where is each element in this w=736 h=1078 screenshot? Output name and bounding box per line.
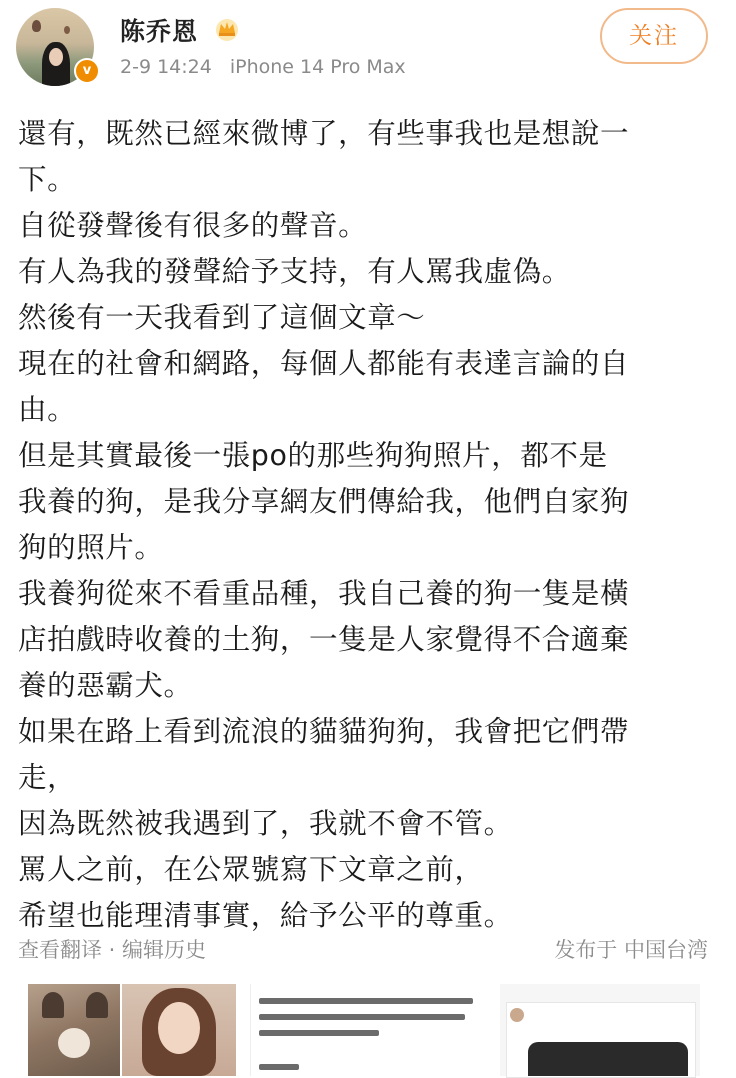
post-location: 发布于 中国台湾 bbox=[554, 938, 708, 962]
post-meta bbox=[120, 56, 406, 78]
post-line: 罵人之前，在公眾號寫下文章之前， bbox=[18, 853, 484, 886]
post-line: 有人為我的發聲給予支持，有人罵我虛偽。 bbox=[18, 255, 571, 288]
avatar-balloon bbox=[64, 26, 70, 34]
avatar-balloon bbox=[32, 20, 41, 32]
post-line: 現在的社會和網路，每個人都能有表達言論的自 bbox=[18, 347, 630, 380]
post-line: 養的惡霸犬。 bbox=[18, 669, 193, 702]
post-line: 希望也能理清事實，給予公平的尊重。 bbox=[18, 899, 513, 932]
post-body bbox=[18, 111, 718, 939]
screenshot-avatar bbox=[510, 1008, 524, 1022]
post-line: 走， bbox=[18, 761, 77, 794]
portrait-face bbox=[158, 1002, 200, 1054]
portrait-photo[interactable] bbox=[122, 984, 236, 1076]
follow-button[interactable]: 关注 bbox=[600, 8, 708, 64]
text-line bbox=[259, 1064, 299, 1070]
verified-badge-icon: v bbox=[74, 58, 100, 84]
avatar-face bbox=[49, 48, 63, 66]
post-line: 然後有一天我看到了這個文章～ bbox=[18, 301, 426, 334]
post-line: 自從發聲後有很多的聲音。 bbox=[18, 209, 368, 242]
crown-icon bbox=[214, 16, 240, 42]
post-header bbox=[0, 0, 736, 100]
screenshot-dark-panel bbox=[528, 1042, 688, 1076]
dog-photo[interactable] bbox=[28, 984, 120, 1076]
post-footer bbox=[18, 934, 718, 968]
post-line: 因為既然被我遇到了，我就不會不管。 bbox=[18, 807, 513, 840]
dog-ear bbox=[86, 992, 108, 1018]
post-line: 我養狗從來不看重品種，我自己養的狗一隻是橫 bbox=[18, 577, 630, 610]
article-screenshot[interactable] bbox=[250, 984, 487, 1076]
post-line: 還有，既然已經來微博了，有些事我也是想說一 bbox=[18, 117, 630, 150]
post-line: 店拍戲時收養的土狗，一隻是人家覺得不合適棄 bbox=[18, 623, 630, 656]
dog-ear bbox=[42, 992, 64, 1018]
post-line: 但是其實最後一張po的那些狗狗照片，都不是 bbox=[18, 439, 608, 472]
text-line bbox=[259, 1030, 379, 1036]
post-device: iPhone 14 Pro Max bbox=[229, 56, 406, 78]
post-line: 狗的照片。 bbox=[18, 531, 164, 564]
text-line bbox=[259, 998, 473, 1004]
author-name[interactable]: 陈乔恩 bbox=[120, 17, 199, 46]
post-line: 由。 bbox=[18, 393, 77, 426]
image-strip bbox=[0, 984, 736, 1076]
post-line: 如果在路上看到流浪的貓貓狗狗，我會把它們帶 bbox=[18, 715, 630, 748]
post-line: 下。 bbox=[18, 163, 77, 196]
post-time: 2-9 14:24 bbox=[120, 56, 212, 78]
translate-edit-history-link[interactable]: 查看翻译 · 编辑历史 bbox=[18, 938, 207, 962]
text-line bbox=[259, 1014, 465, 1020]
post-screenshot[interactable] bbox=[500, 984, 700, 1076]
dog-snout bbox=[58, 1028, 90, 1058]
post-line: 我養的狗，是我分享網友們傳給我，他們自家狗 bbox=[18, 485, 630, 518]
